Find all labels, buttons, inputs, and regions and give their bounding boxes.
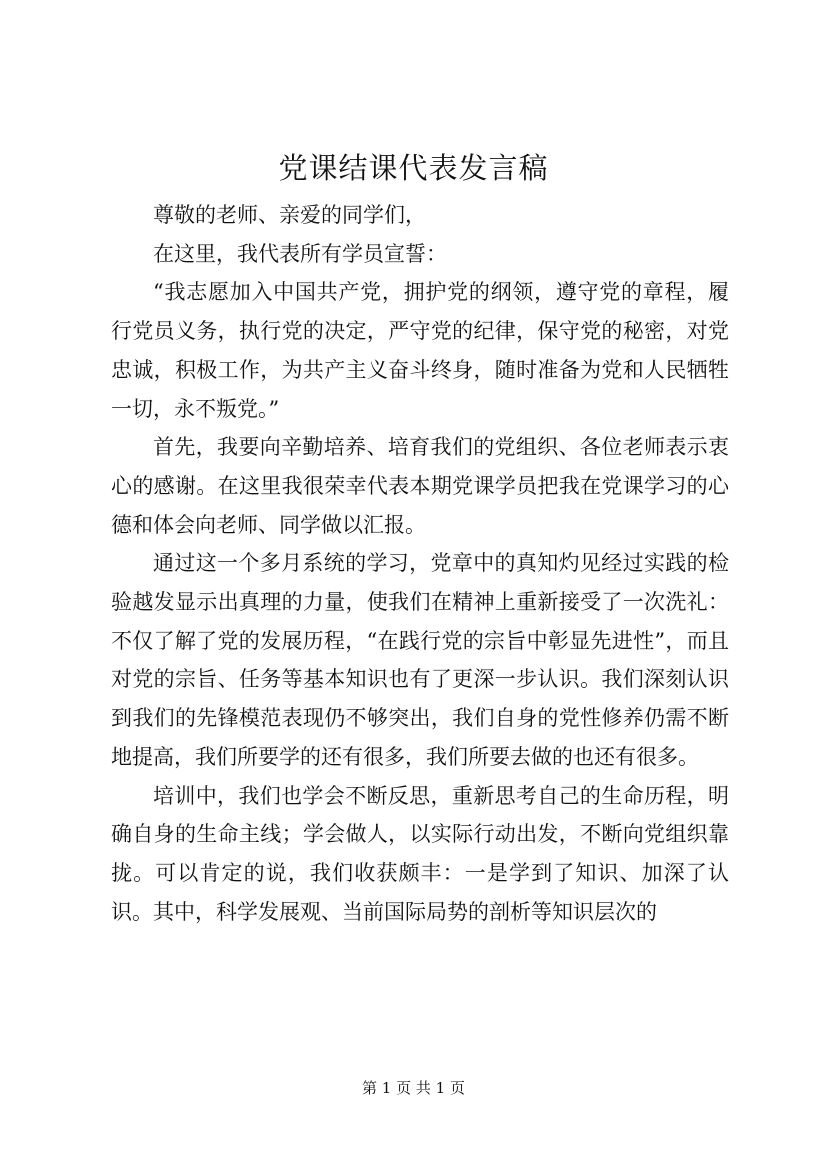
paragraph-salutation: 尊敬的老师、亲爱的同学们， <box>153 203 426 227</box>
page-footer <box>0 1078 827 1098</box>
paragraph-oath: “我志愿加入中国共产党，拥护党的纲领，遵守党的章程，履行党员义务，执行党的决定，严守党的纪律，保守党的秘密，对党忠诚，积极工作，为共产主义奋斗终身，随时准备为党和人民牺牲一切，永不叛党。” <box>111 280 729 421</box>
paragraph-training: 培训中，我们也学会不断反思，重新思考自己的生命历程，明确自身的生命主线；学会做人，以实际行动出发，不断向党组织靠拢。可以肯定的说，我们收获颇丰：一是学到了知识、加深了认识。其中，科学发展观、当前国际局势的剖析等知识层次的 <box>111 783 729 924</box>
paragraph-thanks: 首先，我要向辛勤培养、培育我们的党组织、各位老师表示衷心的感谢。在这里我很荣幸代表本期党课学员把我在党课学习的心德和体会向老师、同学做以汇报。 <box>111 435 729 537</box>
document-body <box>111 196 729 931</box>
paragraph-oath-intro: 在这里，我代表所有学员宣誓： <box>153 241 447 266</box>
page-number: 第 1 页 共 1 页 <box>362 1079 465 1097</box>
paragraph-learning: 通过这一个多月系统的学习，党章中的真知灼见经过实践的检验越发显示出真理的力量，使我们在精神上重新接受了一次洗礼：不仅了解了党的发展历程，“在践行党的宗旨中彰显先进性”，而且对党的宗旨、任务等基本知识也有了更深一步认识。我们深刻认识到我们的先锋模范表现仍不够突出，我们自身的党性修养仍需不断地提高，我们所要学的还有很多，我们所要去做的也还有很多。 <box>111 551 729 769</box>
document-title: 党课结课代表发言稿 <box>278 151 549 185</box>
